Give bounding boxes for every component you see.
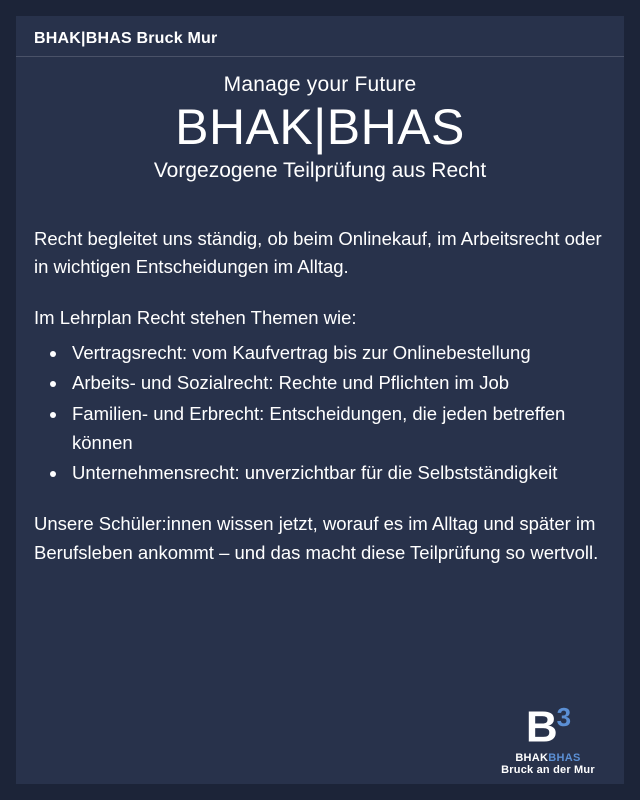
list-item: • Vertragsrecht: vom Kaufvertrag bis zur Onlinebestellung — [68, 339, 606, 368]
header-brand: BHAK|BHAS — [175, 99, 465, 155]
poster-body — [16, 183, 624, 568]
logo-mark — [488, 704, 608, 750]
logo-superscript: 3 — [556, 702, 571, 733]
logo-bhas-text: BHAS — [548, 752, 581, 764]
closing-paragraph: Unsere Schüler:innen wissen jetzt, worauf es im Alltag und später im Berufsleben ankommt – und das macht diese Teilprüfung so wertvoll. — [34, 512, 599, 563]
list-item: • Familien- und Erbrecht: Entscheidungen, die jeden betreffen können — [68, 400, 606, 457]
header-subtitle: Vorgezogene Teilprüfung aus Recht — [153, 158, 487, 182]
intro-paragraph: Recht begleitet uns ständig, ob beim Onlinekauf, im Arbeitsrecht oder in wichtigen Entscheidungen im Alltag. — [34, 227, 602, 278]
header-kicker: Manage your Future — [223, 73, 417, 96]
list-item: • Arbeits- und Sozialrecht: Rechte und Pflichten im Job — [68, 369, 606, 398]
logo-line-primary — [488, 752, 608, 764]
logo-bhak-text: BHAK — [515, 752, 549, 764]
logo-letter: B — [525, 703, 557, 752]
poster-inner — [16, 16, 624, 784]
list-item: • Unternehmensrecht: unverzichtbar für die Selbstständigkeit — [68, 459, 606, 488]
school-logo — [488, 704, 608, 776]
topic-list — [34, 339, 606, 488]
organization-bar — [16, 16, 624, 57]
logo-line-location: Bruck an der Mur — [501, 764, 595, 776]
organization-name: BHAK|BHAS Bruck Mur — [34, 30, 218, 47]
lead-in-text: Im Lehrplan Recht stehen Themen wie: — [34, 306, 357, 328]
poster-header — [16, 57, 624, 183]
